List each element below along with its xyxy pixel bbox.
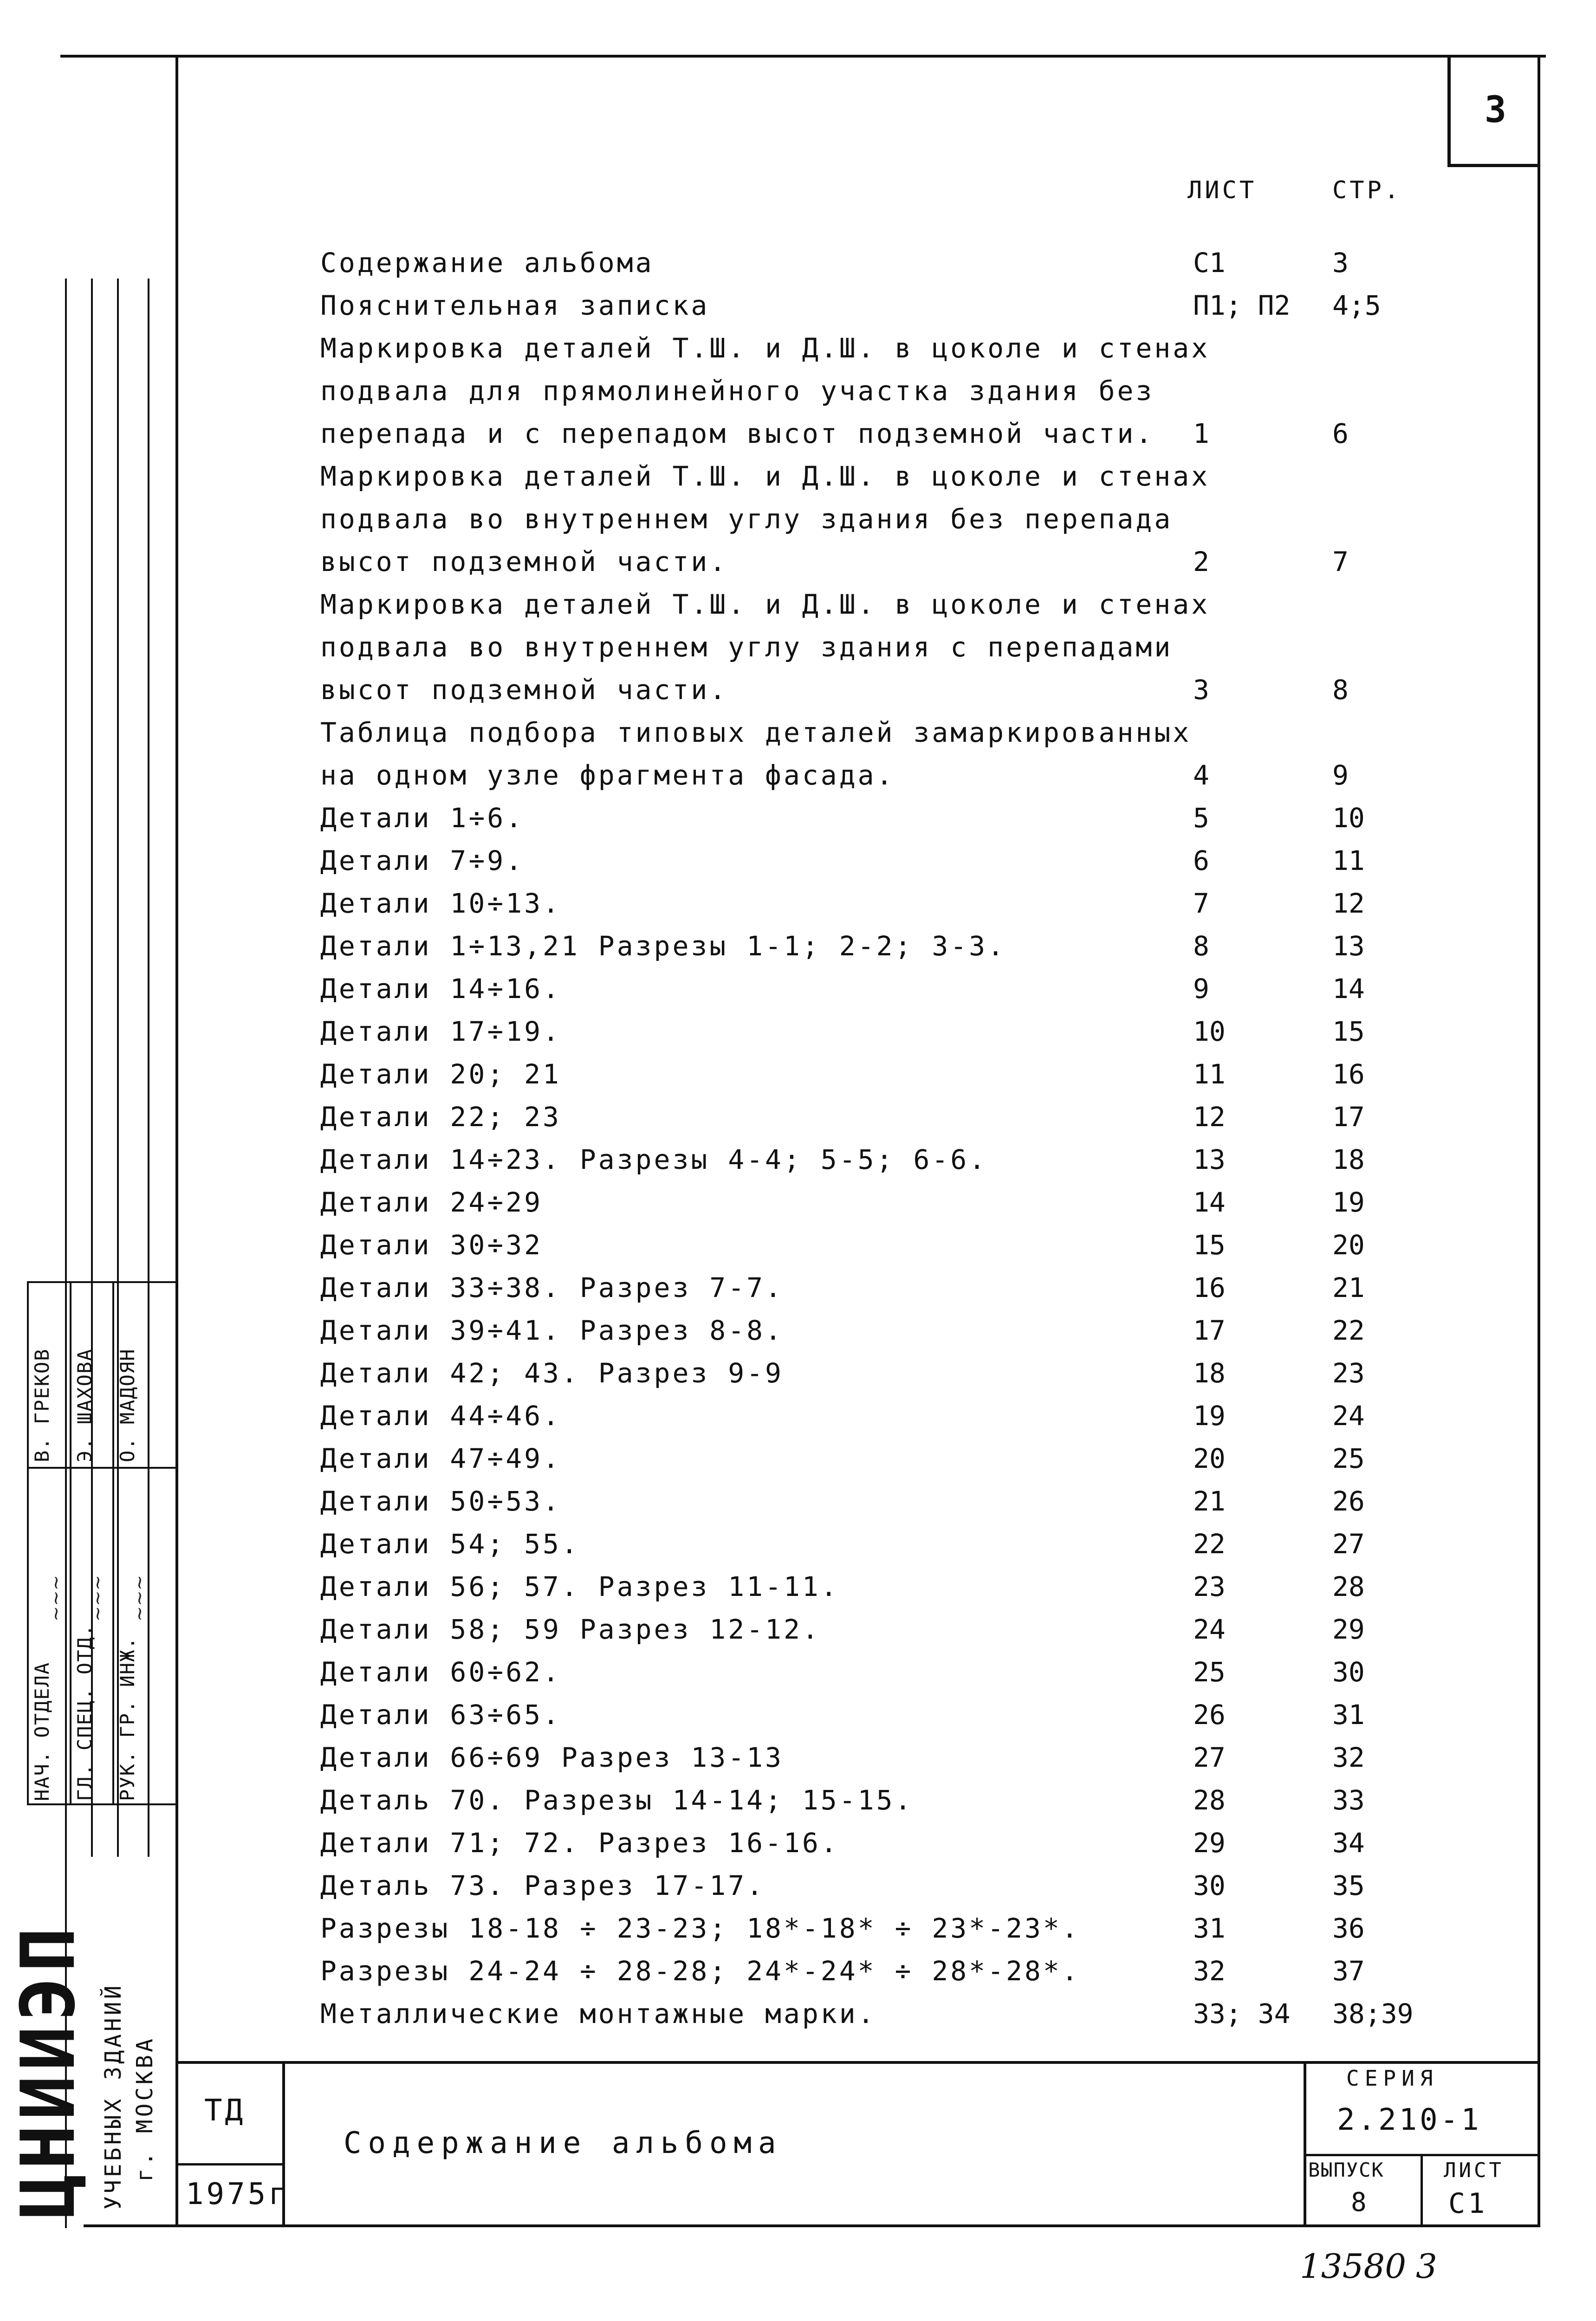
toc-row [320, 711, 1434, 753]
stamp-role-group: РУК. ГР. ИНЖ. [116, 1636, 139, 1801]
stamp-row-line-2 [112, 1281, 114, 1805]
stamp-row-line-1 [70, 1281, 71, 1805]
toc-page: 16 [1332, 1058, 1365, 1090]
toc-sheet: 11 [1193, 1058, 1226, 1090]
toc-row [320, 1736, 1434, 1778]
toc-sheet: 8 [1193, 930, 1209, 962]
toc-sheet: 30 [1193, 1870, 1226, 1901]
toc-title: Пояснительная записка [320, 290, 710, 321]
toc-sheet: 26 [1193, 1699, 1226, 1731]
toc-title: Детали 1÷6. [320, 802, 525, 834]
frame-right-line [1538, 55, 1540, 2227]
toc-page: 17 [1332, 1101, 1365, 1133]
toc-title: подвала во внутреннем углу здания с перепадами [320, 631, 1173, 663]
titleblock-title: Содержание альбома [344, 2126, 783, 2160]
toc-title: Маркировка деталей Т.Ш. и Д.Ш. в цоколе и стенах [320, 332, 1210, 364]
toc-page: 38;39 [1332, 1998, 1414, 2029]
toc-page: 12 [1332, 888, 1365, 919]
stamp-name-1: В. ГРЕКОВ [31, 1348, 53, 1462]
signature-3: ~~~ [129, 1575, 150, 1622]
toc-page: 29 [1332, 1614, 1365, 1645]
toc-page: 32 [1332, 1742, 1365, 1773]
toc-page: 6 [1332, 418, 1349, 449]
toc-row [320, 1266, 1434, 1308]
toc-row [320, 1822, 1434, 1863]
signature-1: ~~~ [45, 1575, 67, 1622]
stamp-role-head: НАЧ. ОТДЕЛА [31, 1661, 53, 1801]
column-header-page: СТР. [1332, 176, 1402, 204]
toc-sheet: 9 [1193, 973, 1209, 1005]
toc-title: Детали 71; 72. Разрез 16-16. [320, 1827, 839, 1859]
toc-page: 23 [1332, 1357, 1365, 1389]
column-header-sheet: ЛИСТ [1187, 176, 1257, 204]
toc-row [320, 1907, 1434, 1949]
toc-sheet: 14 [1193, 1186, 1226, 1218]
toc-sheet: 20 [1193, 1443, 1226, 1474]
toc-row [320, 1651, 1434, 1692]
toc-row [320, 284, 1434, 326]
organization-subtitle-1: УЧЕБНЫХ ЗДАНИЙ [100, 1983, 126, 2210]
toc-page: 10 [1332, 802, 1365, 834]
toc-sheet: 32 [1193, 1955, 1226, 1987]
toc-title: Маркировка деталей Т.Ш. и Д.Ш. в цоколе и стенах [320, 589, 1210, 620]
toc-sheet: 4 [1193, 759, 1209, 791]
titleblock-year: 1975г [186, 2177, 289, 2211]
toc-row [320, 967, 1434, 1009]
toc-page: 24 [1332, 1400, 1365, 1432]
toc-title: Детали 7÷9. [320, 845, 525, 876]
stamp-box-top [27, 1281, 178, 1283]
titleblock-top-line [175, 2061, 1540, 2064]
toc-title: Деталь 70. Разрезы 14-14; 15-15. [320, 1784, 914, 1816]
stamp-role-chief: ГЛ. СПЕЦ. ОТД. [73, 1623, 96, 1801]
organization-subtitle-2: г. МОСКВА [132, 2036, 158, 2182]
toc-page: 21 [1332, 1272, 1365, 1303]
toc-title: Маркировка деталей Т.Ш. и Д.Ш. в цоколе и стенах [320, 460, 1210, 492]
toc-title: Детали 63÷65. [320, 1699, 561, 1731]
toc-sheet: 18 [1193, 1357, 1226, 1389]
toc-row [320, 1693, 1434, 1735]
toc-title: Детали 60÷62. [320, 1656, 561, 1688]
toc-sheet: 5 [1193, 802, 1209, 834]
stamp-name-3: О. МАДОЯН [116, 1348, 139, 1462]
toc-row [320, 668, 1434, 710]
toc-sheet: 15 [1193, 1229, 1226, 1261]
page-number: 3 [1485, 89, 1506, 131]
toc-sheet: 23 [1193, 1571, 1226, 1602]
toc-sheet: 7 [1193, 888, 1209, 919]
toc-title: Таблица подбора типовых деталей замаркированных [320, 717, 1192, 748]
toc-title: Детали 47÷49. [320, 1443, 561, 1474]
toc-row [320, 1309, 1434, 1351]
toc-row [320, 241, 1434, 283]
signature-2: ~~~ [87, 1575, 109, 1622]
toc-page: 28 [1332, 1571, 1365, 1602]
titleblock-year-line [175, 2163, 285, 2165]
stamp-name-2: Э. ШАХОВА [73, 1348, 96, 1462]
toc-page: 34 [1332, 1827, 1365, 1859]
sheet-value: С1 [1448, 2187, 1488, 2220]
stamp-box-bottom [27, 1803, 178, 1805]
toc-sheet: С1 [1193, 247, 1226, 279]
toc-page: 7 [1332, 546, 1349, 577]
toc-title: на одном узле фрагмента фасада. [320, 759, 895, 791]
toc-page: 36 [1332, 1913, 1365, 1944]
series-label: СЕРИЯ [1346, 2066, 1439, 2091]
toc-sheet: 13 [1193, 1144, 1226, 1175]
toc-sheet: 28 [1193, 1784, 1226, 1816]
toc-row [320, 1480, 1434, 1522]
toc-title: Детали 44÷46. [320, 1400, 561, 1432]
toc-row [320, 1565, 1434, 1607]
toc-row [320, 455, 1434, 497]
toc-sheet: 25 [1193, 1656, 1226, 1688]
toc-sheet: 12 [1193, 1101, 1226, 1133]
toc-sheet: 16 [1193, 1272, 1226, 1303]
toc-title: Детали 10÷13. [320, 888, 561, 919]
toc-sheet: 3 [1193, 674, 1209, 706]
toc-title: Металлические монтажные марки. [320, 1998, 876, 2029]
toc-row [320, 1138, 1434, 1180]
toc-sheet: 10 [1193, 1016, 1226, 1047]
toc-page: 3 [1332, 247, 1349, 279]
toc-row [320, 1864, 1434, 1906]
series-value: 2.210-1 [1337, 2103, 1482, 2137]
toc-title: Детали 42; 43. Разрез 9-9 [320, 1357, 784, 1389]
stamp-split-line [27, 1467, 178, 1469]
toc-page: 26 [1332, 1485, 1365, 1517]
toc-title: Детали 17÷19. [320, 1016, 561, 1047]
frame-inner-left-line [175, 55, 178, 2227]
toc-sheet: 17 [1193, 1315, 1226, 1346]
toc-title: Детали 20; 21 [320, 1058, 561, 1090]
toc-row [320, 1950, 1434, 1991]
toc-row [320, 1608, 1434, 1650]
toc-title: подвала для прямолинейного участка здания без [320, 375, 1155, 407]
toc-title: высот подземной части. [320, 546, 728, 577]
toc-row [320, 1523, 1434, 1564]
toc-title: Деталь 73. Разрез 17-17. [320, 1870, 766, 1901]
frame-bottom-line [84, 2224, 1540, 2227]
toc-row [320, 1779, 1434, 1821]
toc-page: 37 [1332, 1955, 1365, 1987]
toc-row [320, 1053, 1434, 1095]
toc-page: 27 [1332, 1528, 1365, 1560]
toc-title: Детали 66÷69 Разрез 13-13 [320, 1742, 784, 1773]
toc-title: Содержание альбома [320, 247, 654, 279]
inventory-number: 13580 [1300, 2247, 1407, 2286]
toc-page: 15 [1332, 1016, 1365, 1047]
toc-row [320, 540, 1434, 582]
toc-title: Детали 14÷16. [320, 973, 561, 1005]
toc-row [320, 1010, 1434, 1052]
toc-page: 9 [1332, 759, 1349, 791]
toc-page: 4;5 [1332, 290, 1381, 321]
toc-page: 14 [1332, 973, 1365, 1005]
toc-sheet: П1; П2 [1193, 290, 1291, 321]
toc-row [320, 1437, 1434, 1479]
toc-row [320, 1992, 1434, 2034]
toc-page: 13 [1332, 930, 1365, 962]
toc-sheet: 2 [1193, 546, 1209, 577]
titleblock-code: ТД [204, 2094, 246, 2128]
toc-sheet: 29 [1193, 1827, 1226, 1859]
sheet-label: ЛИСТ [1444, 2159, 1504, 2182]
toc-title: высот подземной части. [320, 674, 728, 706]
toc-sheet: 6 [1193, 845, 1209, 876]
issue-value: 8 [1351, 2187, 1369, 2217]
toc-title: Детали 33÷38. Разрез 7-7. [320, 1272, 784, 1303]
toc-row [320, 498, 1434, 539]
toc-page: 20 [1332, 1229, 1365, 1261]
toc-title: перепада и с перепадом высот подземной части. [320, 418, 1155, 449]
toc-title: Детали 56; 57. Разрез 11-11. [320, 1571, 839, 1602]
toc-title: Детали 30÷32 [320, 1229, 543, 1261]
toc-title: подвала во внутреннем углу здания без перепада [320, 503, 1173, 535]
toc-row [320, 1394, 1434, 1436]
toc-row [320, 1096, 1434, 1137]
toc-title: Детали 54; 55. [320, 1528, 580, 1560]
toc-row [320, 797, 1434, 838]
toc-page: 8 [1332, 674, 1349, 706]
titleblock-right-divider [1304, 2061, 1306, 2227]
toc-title: Детали 58; 59 Разрез 12-12. [320, 1614, 821, 1645]
issue-label: ВЫПУСК [1308, 2159, 1384, 2181]
stamp-box-left [27, 1281, 29, 1805]
toc-row [320, 882, 1434, 924]
toc-title: Детали 22; 23 [320, 1101, 561, 1133]
toc-page: 35 [1332, 1870, 1365, 1901]
toc-row [320, 626, 1434, 668]
toc-page: 22 [1332, 1315, 1365, 1346]
toc-page: 31 [1332, 1699, 1365, 1731]
page-number-box [1447, 56, 1540, 167]
toc-sheet: 31 [1193, 1913, 1226, 1944]
toc-page: 18 [1332, 1144, 1365, 1175]
frame-top-line [60, 55, 1546, 58]
toc-page: 33 [1332, 1784, 1365, 1816]
toc-title: Разрезы 18-18 ÷ 23-23; 18*-18* ÷ 23*-23*. [320, 1913, 1080, 1944]
toc-title: Разрезы 24-24 ÷ 28-28; 24*-24* ÷ 28*-28*. [320, 1955, 1080, 1987]
toc-row [320, 1352, 1434, 1394]
toc-page: 19 [1332, 1186, 1365, 1218]
toc-sheet: 1 [1193, 418, 1209, 449]
toc-title: Детали 14÷23. Разрезы 4-4; 5-5; 6-6. [320, 1144, 988, 1175]
toc-title: Детали 50÷53. [320, 1485, 561, 1517]
margin-col-line-2 [117, 279, 119, 1857]
footer-page-number: 3 [1416, 2247, 1437, 2286]
toc-row [320, 1181, 1434, 1223]
toc-title: Детали 39÷41. Разрез 8-8. [320, 1315, 784, 1346]
toc-row [320, 1224, 1434, 1265]
toc-page: 30 [1332, 1656, 1365, 1688]
titleblock-issue-divider [1421, 2154, 1423, 2227]
toc-sheet: 27 [1193, 1742, 1226, 1773]
toc-page: 25 [1332, 1443, 1365, 1474]
toc-row [320, 754, 1434, 796]
toc-row [320, 370, 1434, 411]
toc-row [320, 839, 1434, 881]
toc-title: Детали 24÷29 [320, 1186, 543, 1218]
toc-page: 11 [1332, 845, 1365, 876]
toc-sheet: 33; 34 [1193, 1998, 1291, 2029]
toc-row [320, 412, 1434, 454]
toc-row [320, 327, 1434, 369]
toc-sheet: 21 [1193, 1485, 1226, 1517]
toc-sheet: 19 [1193, 1400, 1226, 1432]
toc-sheet: 22 [1193, 1528, 1226, 1560]
toc-title: Детали 1÷13,21 Разрезы 1-1; 2-2; 3-3. [320, 930, 1006, 962]
toc-row [320, 925, 1434, 966]
toc-sheet: 24 [1193, 1614, 1226, 1645]
toc-row [320, 583, 1434, 625]
organization-name: ЦНИИЭП [5, 1923, 91, 2219]
